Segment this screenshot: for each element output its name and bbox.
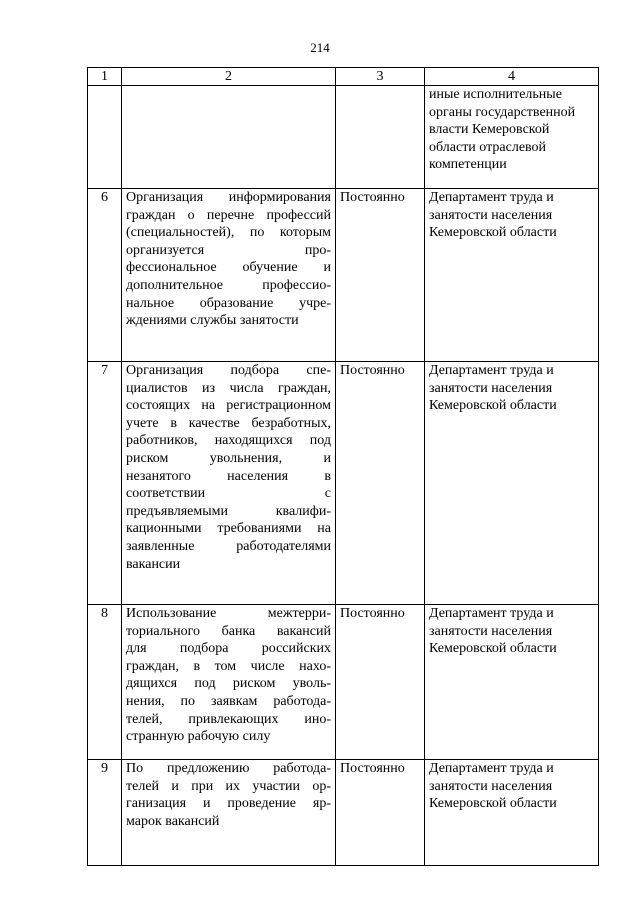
description-line: состоящих на регистрационном xyxy=(126,398,331,414)
description-line: телей, привлекающих ино- xyxy=(126,711,331,727)
description-line: Использование межтерри- xyxy=(126,606,331,621)
column-header: 1 xyxy=(88,68,122,86)
description-line: кационными требованиями на xyxy=(126,521,331,537)
table-header-row xyxy=(88,68,599,86)
description-line: ждениями службы занятости xyxy=(126,313,299,329)
description-line: марок вакансий xyxy=(126,813,220,829)
description-line: дящихся под риском уволь- xyxy=(126,676,331,692)
description-line: нальное образование учре- xyxy=(126,295,331,311)
column-header: 4 xyxy=(425,68,599,86)
description-line: По предложению работода- xyxy=(126,761,331,776)
description-line: предъявляемыми квалифи- xyxy=(126,503,331,519)
description-line: Организация информирования xyxy=(126,190,331,205)
row-number-cell: 7 xyxy=(88,362,122,605)
description-line: странную рабочую силу xyxy=(126,729,271,745)
description-line: риском увольнения, и xyxy=(126,450,331,466)
description-line: граждан о перечне профессий xyxy=(126,207,331,223)
description-line: заявленные работодателями xyxy=(126,538,331,554)
description-line: Организация подбора спе- xyxy=(126,363,331,378)
executor-cell: Департамент труда и занятости населения Кемеровской области xyxy=(425,605,599,760)
term-cell: Постоянно xyxy=(336,605,425,760)
description-cell xyxy=(122,760,336,866)
description-line: граждан, в том числе нахо- xyxy=(126,658,331,674)
description-line: дополнительное профессио- xyxy=(126,277,331,293)
term-cell: Постоянно xyxy=(336,189,425,362)
term-cell xyxy=(336,86,425,189)
executor-cell: иные исполнительные органы государственной власти Кемеровской области отраслевой компетенции xyxy=(425,86,599,189)
executor-cell: Департамент труда и занятости населения Кемеровской области xyxy=(425,362,599,605)
description-line: нения, по заявкам работода- xyxy=(126,693,331,709)
description-line: соответствии с xyxy=(126,486,331,502)
term-cell: Постоянно xyxy=(336,760,425,866)
description-line: телей и при их участии ор- xyxy=(126,778,331,794)
table-row xyxy=(88,189,599,362)
description-line: (специальностей), по которым xyxy=(126,225,331,241)
row-number-cell: 8 xyxy=(88,605,122,760)
description-line: учете в качестве безработных, xyxy=(126,415,331,431)
description-line: ганизация и проведение яр- xyxy=(126,796,331,812)
executor-cell: Департамент труда и занятости населения Кемеровской области xyxy=(425,189,599,362)
table-row xyxy=(88,86,599,189)
column-header: 3 xyxy=(336,68,425,86)
page-number: 214 xyxy=(310,40,330,55)
description-line: вакансии xyxy=(126,556,181,572)
row-number-cell: 9 xyxy=(88,760,122,866)
description-line: циалистов из числа граждан, xyxy=(126,380,331,396)
term-cell: Постоянно xyxy=(336,362,425,605)
table-row xyxy=(88,605,599,760)
executor-cell: Департамент труда и занятости населения Кемеровской области xyxy=(425,760,599,866)
description-line: работников, находящихся под xyxy=(126,433,331,449)
description-line: фессиональное обучение и xyxy=(126,260,331,276)
measures-table xyxy=(87,67,599,866)
description-line: для подбора российских xyxy=(126,641,331,657)
description-cell xyxy=(122,189,336,362)
description-cell xyxy=(122,362,336,605)
description-line: организуется про- xyxy=(126,242,331,258)
table-row xyxy=(88,362,599,605)
description-cell xyxy=(122,86,336,189)
column-header: 2 xyxy=(122,68,336,86)
description-line: незанятого населения в xyxy=(126,468,331,484)
table-row xyxy=(88,760,599,866)
row-number-cell: 6 xyxy=(88,189,122,362)
row-number-cell xyxy=(88,86,122,189)
description-line: ториального банка вакансий xyxy=(126,623,331,639)
description-cell xyxy=(122,605,336,760)
